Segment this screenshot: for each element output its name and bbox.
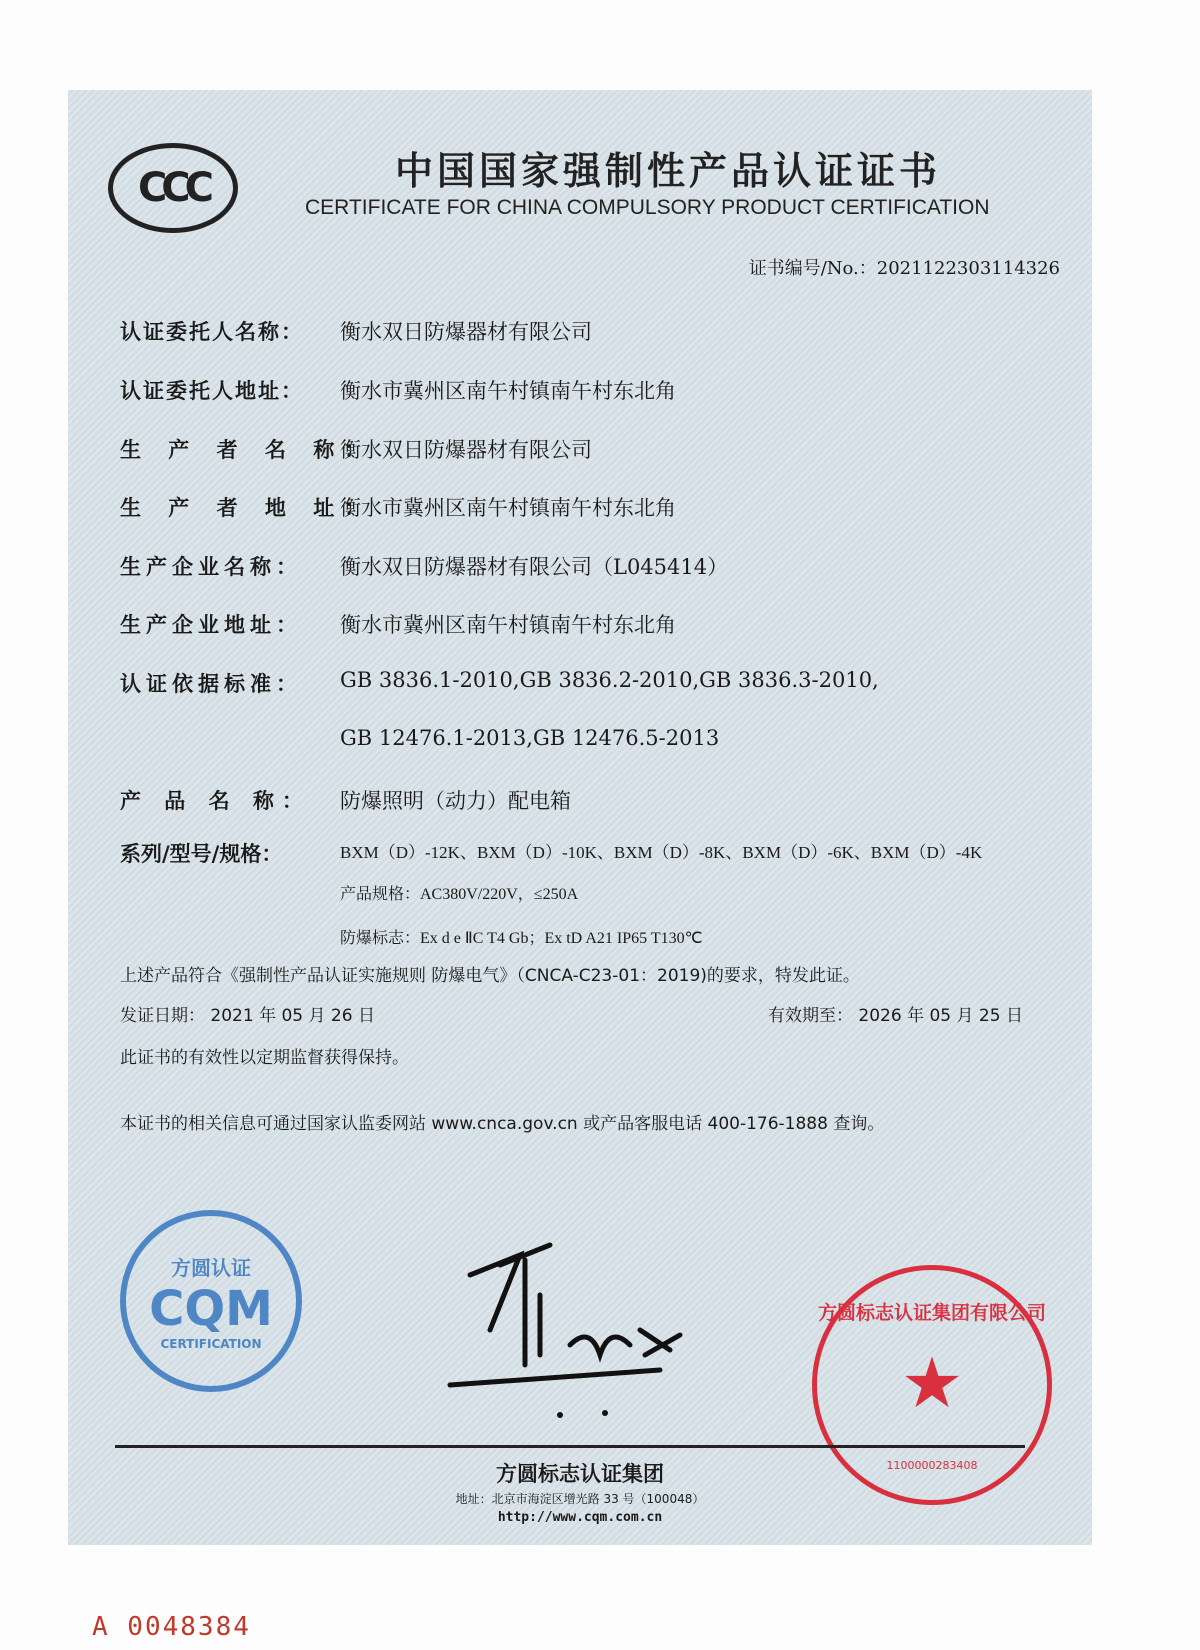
field-label: 生产企业地址： bbox=[120, 613, 302, 637]
validity-note: 此证书的有效性以定期监督获得保持。 bbox=[120, 1048, 409, 1068]
field-value: 衡水市冀州区南午村镇南午村东北角 bbox=[340, 379, 676, 403]
field-label: 系列/型号/规格： bbox=[120, 842, 283, 866]
field-value: GB 3836.1-2010,GB 3836.2-2010,GB 3836.3-2010, bbox=[340, 668, 879, 692]
valid-value: 2026 年 05 月 25 日 bbox=[858, 1006, 1023, 1026]
field-value: 防爆照明（动力）配电箱 bbox=[340, 789, 571, 813]
field-label: 生 产 者 地 址： bbox=[120, 496, 376, 520]
serial-number: A 0048384 bbox=[92, 1612, 251, 1642]
title-en: CERTIFICATE FOR CHINA COMPULSORY PRODUCT CERTIFICATION bbox=[305, 196, 990, 219]
field-value: 衡水双日防爆器材有限公司 bbox=[340, 320, 592, 344]
issue-date bbox=[120, 1001, 375, 1026]
cqm-top: 方圆认证 bbox=[171, 1255, 251, 1280]
field-label: 生产企业名称： bbox=[120, 555, 302, 579]
footer-divider bbox=[115, 1445, 1025, 1448]
model-list: BXM（D）-12K、BXM（D）-10K、BXM（D）-8K、BXM（D）-6K、BXM（D）-4K bbox=[340, 843, 983, 862]
field-label: 生 产 者 名 称： bbox=[120, 438, 376, 462]
seal-text: 方圆标志认证集团有限公司 bbox=[817, 1302, 1046, 1324]
ex-mark: 防爆标志：Ex d e ⅡC T4 Gb；Ex tD A21 IP65 T130℃ bbox=[340, 930, 703, 947]
issue-value: 2021 年 05 月 26 日 bbox=[210, 1006, 375, 1026]
cqm-logo bbox=[120, 1210, 302, 1392]
issue-label: 发证日期： bbox=[120, 1006, 205, 1026]
cqm-mid: CQM bbox=[149, 1280, 273, 1337]
field-label: 认证依据标准： bbox=[120, 672, 302, 696]
ccc-logo: CCC bbox=[108, 143, 238, 233]
footer-org: 方圆标志认证集团 bbox=[496, 1462, 664, 1486]
valid-date bbox=[768, 1001, 1023, 1026]
signature bbox=[430, 1235, 710, 1425]
footer-address: 地址：北京市海淀区增光路 33 号（100048） bbox=[455, 1492, 705, 1506]
footer-url: http://www.cqm.com.cn bbox=[497, 1510, 663, 1525]
title-cn: 中国国家强制性产品认证证书 bbox=[395, 149, 942, 193]
statement: 上述产品符合《强制性产品认证实施规则 防爆电气》（CNCA-C23-01：2019)的要求，特发此证。 bbox=[120, 966, 860, 986]
field-value: GB 12476.1-2013,GB 12476.5-2013 bbox=[340, 726, 720, 750]
field-label: 产 品 名 称： bbox=[120, 789, 311, 813]
cqm-bottom: CERTIFICATION bbox=[160, 1336, 262, 1351]
valid-label: 有效期至： bbox=[768, 1006, 853, 1026]
field-value: 衡水市冀州区南午村镇南午村东北角 bbox=[340, 496, 676, 520]
star-icon: ★ bbox=[900, 1342, 964, 1424]
cert-no-label: 证书编号/No.： bbox=[748, 258, 877, 279]
cert-no-value: 2021122303114326 bbox=[876, 258, 1060, 279]
field-value: 衡水双日防爆器材有限公司（L045414） bbox=[340, 555, 729, 579]
field-value: 衡水市冀州区南午村镇南午村东北角 bbox=[340, 613, 676, 637]
seal-code: 1100000283408 bbox=[886, 1459, 978, 1472]
field-label: 认证委托人地址： bbox=[120, 379, 304, 403]
product-spec: 产品规格：AC380V/220V，≤250A bbox=[340, 886, 579, 903]
certificate-number bbox=[749, 254, 1060, 280]
query-note: 本证书的相关信息可通过国家认监委网站 www.cnca.gov.cn 或产品客服电话 400-176-1888 查询。 bbox=[120, 1114, 885, 1134]
field-label: 认证委托人名称： bbox=[120, 320, 304, 344]
field-value: 衡水双日防爆器材有限公司 bbox=[340, 438, 592, 462]
